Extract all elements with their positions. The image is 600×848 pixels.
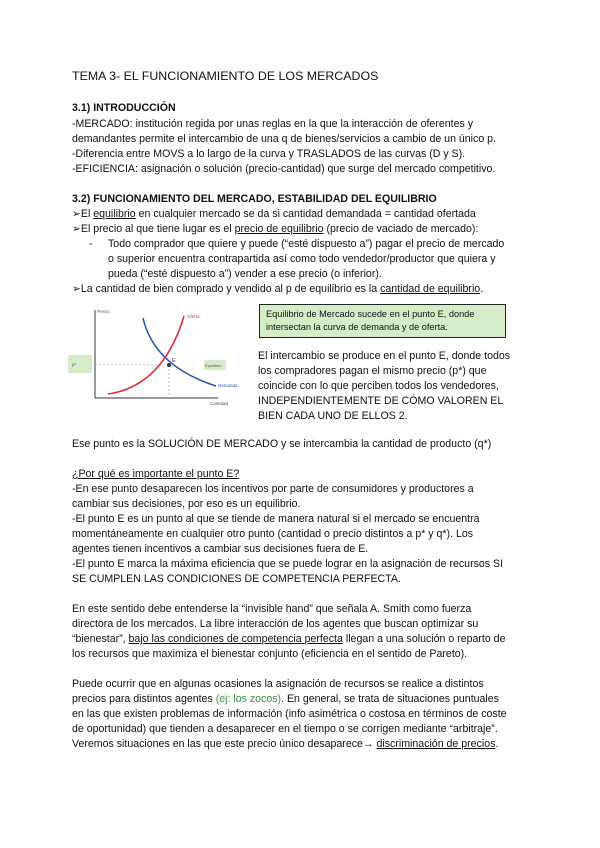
smith-line: los recursos que maximiza el bienestar conjunto (eficiencia en el sentido de Pareto). (72, 648, 468, 660)
last-line: Puede ocurrir que en algunas ocasiones la asignación de recursos se realice a distintos (72, 678, 484, 690)
paragraph-line: demandantes permite el intercambio de una q de bienes/servicios a cambio de un único p. (72, 133, 497, 145)
last-line: precios para distintos agentes (ej: los zocos). En general, se trata de situaciones puntuales (72, 693, 499, 705)
smith-line: En este sentido debe entenderse la “invisible hand” que señala A. Smith como fuerza (72, 603, 472, 615)
pstar-tag: p* (72, 362, 77, 367)
paragraph-line: -Diferencia entre MOVS a lo largo de la curva y TRASLADOS de las curvas (D y S). (72, 148, 466, 160)
last-line: Veremos situaciones en las que este precio único desaparece→ discriminación de precios. (72, 738, 499, 750)
bullet-equilibrio: ➢El equilibrio en cualquier mercado se da si cantidad demandada = cantidad ofertada (72, 208, 476, 220)
why-question: ¿Por qué es importante el punto E? (72, 468, 240, 480)
equilibrium-point-label: E (172, 358, 176, 364)
x-axis-label: Cantidad (210, 401, 229, 406)
term-equilibrio: equilibrio (93, 208, 136, 220)
term-competencia-perfecta: bajo las condiciones de competencia perfecta (128, 633, 343, 645)
term-cantidad-equilibrio: cantidad de equilibrio (380, 283, 481, 295)
exchange-line: El intercambio se produce en el punto E, donde todos (258, 350, 511, 362)
exchange-line: BIEN CADA UNO DE ELLOS 2. (258, 410, 408, 422)
supply-demand-chart (68, 304, 248, 412)
why-line: agentes tienen incentivos a cambiar sus decisiones fuera de E. (72, 543, 369, 555)
exchange-line: INDEPENDIENTEMENTE DE CÓMO VALOREN EL (258, 395, 504, 407)
dash-marker: - (89, 238, 93, 250)
last-line: en las que existen problemas de información (info asimétrica o costosa en términos de coste (72, 708, 507, 720)
smith-line: “bienestar”, bajo las condiciones de competencia perfecta llegan a una solución o reparto de (72, 633, 506, 645)
supply-label: Oferta (187, 314, 200, 319)
demand-label: Demanda (218, 383, 238, 388)
page-title: TEMA 3- EL FUNCIONAMIENTO DE LOS MERCADOS (72, 69, 379, 83)
sub-bullet-line: pueda (“esté dispuesto a”) vender a ese precio (o inferior). (108, 268, 382, 280)
paragraph-line: -EFICIENCIA: asignación o solución (precio-cantidad) que surge del mercado competitivo. (72, 163, 496, 175)
equilibrium-label: Equilibrio (205, 363, 222, 368)
equilibrium-point (167, 363, 171, 367)
section-heading-funcionamiento: 3.2) FUNCIONAMIENTO DEL MERCADO, ESTABILIDAD DEL EQUILIBRIO (72, 193, 437, 205)
term-discriminacion-precios: discriminación de precios (376, 738, 496, 750)
sub-bullet-line: o superior encuentra contrapartida así como todo vendedor/productor que quiera y (108, 253, 496, 265)
sub-bullet-line: Todo comprador que quiere y puede (“esté dispuesto a”) pagar el precio de mercado (108, 238, 505, 250)
example-zocos: (ej: los zocos) (215, 693, 282, 705)
why-line: -El punto E marca la máxima eficiencia que se puede lograr en la asignación de recursos SI (72, 558, 504, 570)
callout-line: Equilibrio de Mercado sucede en el punto E, donde (266, 309, 475, 319)
y-axis-label: Precio (97, 309, 110, 314)
paragraph-line: -MERCADO: institución regida por unas reglas en la que la interacción de oferentes y (72, 118, 474, 130)
callout-line: intersectan la curva de demanda y de oferta. (266, 322, 448, 332)
why-line: -El punto E es un punto al que se tiende de manera natural si el mercado se encuentra (72, 513, 480, 525)
term-precio-equilibrio: precio de equilibrio (234, 223, 324, 235)
exchange-line: coincide con lo que perciben todos los vendedores, (258, 380, 499, 392)
section-heading-introduccion: 3.1) INTRODUCCIÓN (72, 102, 176, 114)
bullet-precio-equilibrio: ➢El precio al que tiene lugar es el precio de equilibrio (precio de vaciado de mercado): (72, 223, 479, 235)
exchange-line: los compradores pagan el mismo precio (p*) que (258, 365, 487, 377)
why-line: SE CUMPLEN LAS CONDICIONES DE COMPETENCIA PERFECTA. (72, 573, 401, 585)
last-line: de oportunidad) que tienden a desaparecer en el tiempo o se corrigen mediante “arbitraje”. (72, 723, 498, 735)
smith-line: directora de los mercados. La libre interacción de los agentes que buscan optimizar su (72, 618, 479, 630)
solution-line: Ese punto es la SOLUCIÓN DE MERCADO y se intercambia la cantidad de producto (q*) (72, 438, 492, 450)
equilibrium-callout (259, 304, 506, 338)
why-line: -En ese punto desaparecen los incentivos por parte de consumidores y productores a (72, 483, 474, 495)
why-line: momentáneamente en cualquier otro punto (cantidad o precio distintos a p* y q*). Los (72, 528, 474, 540)
why-line: cambiar sus decisiones, por eso es un equilibrio. (72, 498, 301, 510)
bullet-cantidad-equilibrio: ➢La cantidad de bien comprado y vendido al p de equilibrio es la cantidad de equilibrio. (72, 283, 484, 295)
